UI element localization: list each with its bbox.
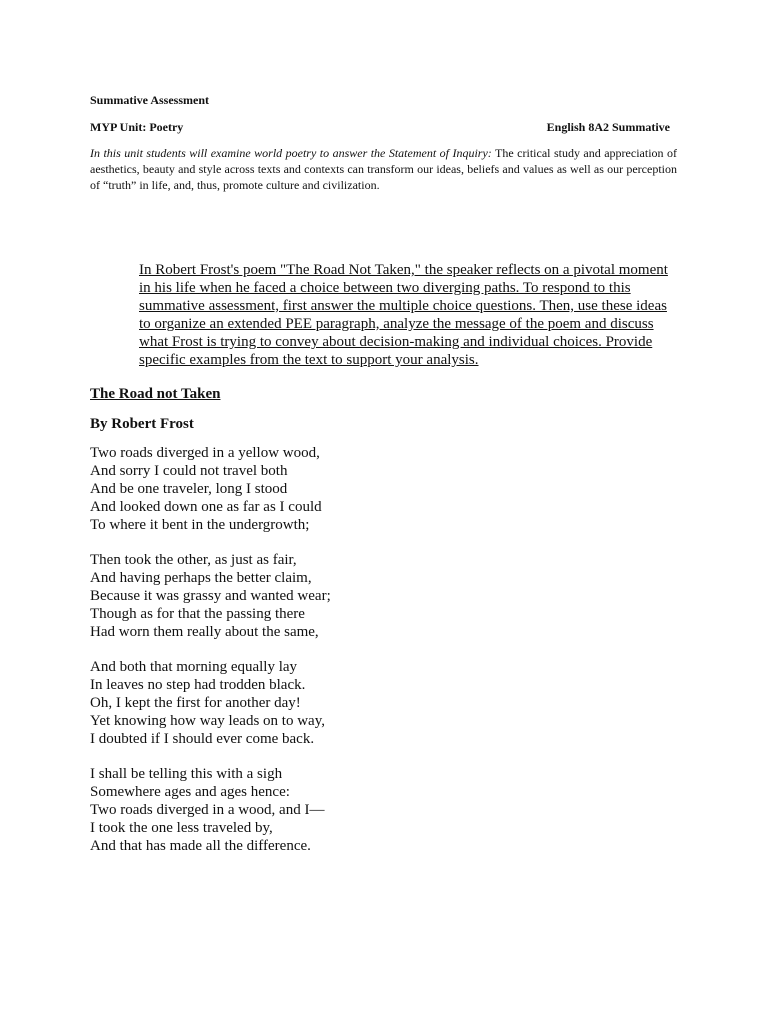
poem-line: I doubted if I should ever come back. <box>90 730 315 747</box>
statement-of-inquiry-text: The critical study and appreciation of aesthetics, beauty and style across texts and contexts can transform our ideas, beliefs and values as well as our perception of “truth” in life, and, thus, promote culture and civilization. <box>90 146 677 192</box>
poem-line: I took the one less traveled by, <box>90 819 273 836</box>
poem-line: Somewhere ages and ages hence: <box>90 783 290 800</box>
poem-line: Two roads diverged in a wood, and I— <box>90 801 325 818</box>
poem-line: I shall be telling this with a sigh <box>90 766 283 782</box>
poem-line: To where it bent in the undergrowth; <box>90 516 310 533</box>
poem-stanza <box>90 766 324 856</box>
poem-line: And looked down one as far as I could <box>90 498 322 515</box>
unit-introduction <box>90 145 677 193</box>
poem-stanza <box>90 659 325 749</box>
poem-line: Yet knowing how way leads on to way, <box>90 712 325 729</box>
statement-of-inquiry-lead: In this unit students will examine world poetry to answer the Statement of Inquiry: <box>90 146 492 160</box>
poem-line: Two roads diverged in a yellow wood, <box>90 445 320 461</box>
poem-line: Though as for that the passing there <box>90 605 305 622</box>
poem-line: Because it was grassy and wanted wear; <box>90 587 331 604</box>
document-title: Summative Assessment <box>90 93 209 107</box>
poem-line: And sorry I could not travel both <box>90 462 288 479</box>
poem-line: Then took the other, as just as fair, <box>90 552 297 568</box>
poem-line: And that has made all the difference. <box>90 837 311 854</box>
poem-title: The Road not Taken <box>90 386 221 402</box>
course-label: English 8A2 Summative <box>546 120 670 134</box>
poem-line: And be one traveler, long I stood <box>90 480 288 497</box>
poem-line: In leaves no step had trodden black. <box>90 676 306 693</box>
assessment-prompt: In Robert Frost's poem "The Road Not Taken," the speaker reflects on a pivotal moment in his life when he faced a choice between two diverging paths. To respond to this summative assessment, first answer the multiple choice questions. Then, use these ideas to organize an extended PEE paragraph, analyze the message of the poem and discuss what Frost is trying to convey about decision-making and individual choices. Provide specific examples from the text to support your analysis. <box>139 262 668 368</box>
poem-line: Had worn them really about the same, <box>90 623 319 640</box>
poem-line: And both that morning equally lay <box>90 659 298 675</box>
poem-stanza <box>90 445 322 535</box>
poem-stanza <box>90 552 331 642</box>
poem-line: Oh, I kept the first for another day! <box>90 694 301 711</box>
poem-author: By Robert Frost <box>90 416 194 432</box>
poem-line: And having perhaps the better claim, <box>90 569 312 586</box>
unit-label: MYP Unit: Poetry <box>90 120 184 134</box>
